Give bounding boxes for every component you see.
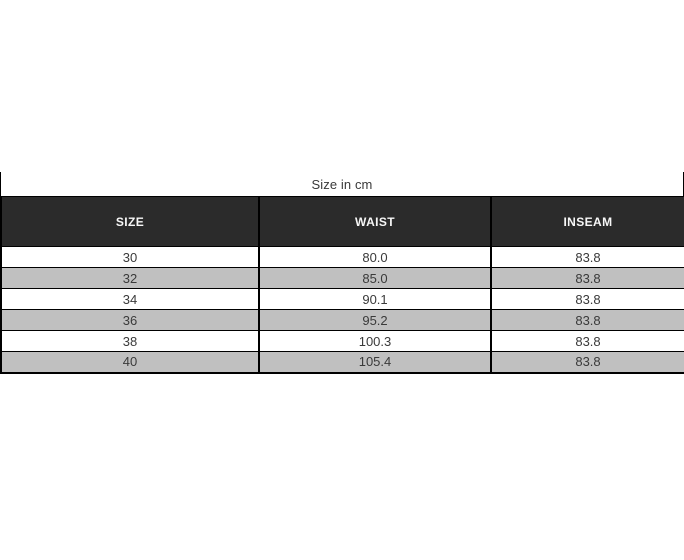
size-table-header — [1, 197, 684, 247]
table-row — [1, 352, 684, 373]
size-chart-title: Size in cm — [0, 172, 684, 196]
size-table-body — [1, 247, 684, 373]
size-cell: 40 — [1, 352, 259, 373]
waist-cell: 85.0 — [259, 268, 491, 289]
inseam-cell: 83.8 — [491, 331, 684, 352]
waist-cell: 90.1 — [259, 289, 491, 310]
table-row — [1, 247, 684, 268]
table-row — [1, 268, 684, 289]
waist-cell: 100.3 — [259, 331, 491, 352]
inseam-cell: 83.8 — [491, 247, 684, 268]
header-row — [1, 197, 684, 247]
waist-cell: 95.2 — [259, 310, 491, 331]
table-row — [1, 331, 684, 352]
inseam-cell: 83.8 — [491, 352, 684, 373]
waist-cell: 105.4 — [259, 352, 491, 373]
inseam-cell: 83.8 — [491, 310, 684, 331]
size-table — [0, 196, 684, 374]
size-cell: 30 — [1, 247, 259, 268]
column-header-size: SIZE — [1, 197, 259, 247]
size-cell: 38 — [1, 331, 259, 352]
waist-cell: 80.0 — [259, 247, 491, 268]
table-row — [1, 310, 684, 331]
size-cell: 34 — [1, 289, 259, 310]
table-row — [1, 289, 684, 310]
size-cell: 36 — [1, 310, 259, 331]
inseam-cell: 83.8 — [491, 268, 684, 289]
column-header-waist: WAIST — [259, 197, 491, 247]
column-header-inseam: INSEAM — [491, 197, 684, 247]
size-chart — [0, 172, 684, 374]
inseam-cell: 83.8 — [491, 289, 684, 310]
size-cell: 32 — [1, 268, 259, 289]
